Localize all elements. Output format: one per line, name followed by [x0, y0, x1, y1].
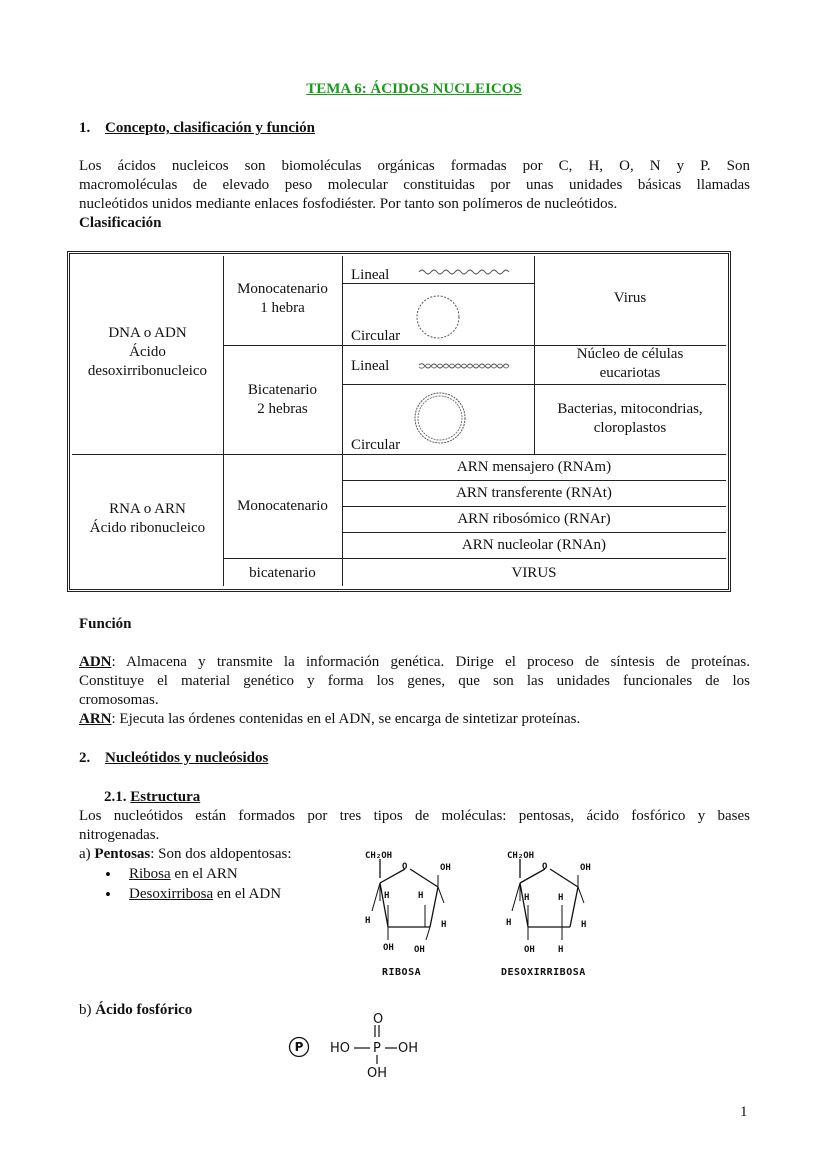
arn-function-line: [79, 710, 750, 729]
paragraph-line: macromoléculas de elevado peso molecular constituidas por unas unidades básicas llamadas: [79, 177, 750, 193]
acido-fosforico-label: Ácido fosfórico: [95, 1002, 193, 1018]
single-bond-icon: [384, 1045, 398, 1051]
subsection-number: 2.1.: [104, 789, 131, 805]
funcion-heading: Función: [79, 616, 132, 632]
circular-label: Circular: [351, 328, 401, 344]
double-circular-strand-icon: [409, 387, 471, 449]
section-number: 1.: [79, 120, 91, 136]
acido-fosforico-line: [79, 1001, 192, 1020]
list-item-text: en el ADN: [213, 886, 282, 902]
virus-caps-cell: VIRUS: [511, 565, 557, 581]
section-number: 2.: [79, 750, 91, 766]
cell-text: 1 hebra: [260, 300, 305, 316]
h-label: H: [384, 891, 390, 901]
cell-text: Núcleo de células: [576, 346, 684, 362]
paragraph-line: Los nucleótidos están formados por tres tipos de moléculas: pentosas, ácido fosfórico y bases: [79, 808, 750, 824]
item-prefix: b): [79, 1002, 96, 1018]
row-divider: [342, 480, 726, 481]
phosphoric-acid-structure: [288, 1010, 428, 1080]
double-bond-icon: [370, 1025, 384, 1039]
section-title: Nucleótidos y nucleósidos: [105, 750, 269, 766]
double-bond-oxygen: O: [373, 1012, 384, 1027]
rna-monocatenario-cell: Monocatenario: [237, 498, 328, 514]
item-prefix: a): [79, 846, 95, 862]
page-number: 1: [740, 1104, 748, 1120]
cell-text: Bacterias, mitocondrias,: [557, 401, 703, 417]
h-label: H: [558, 945, 564, 955]
pentosas-text: : Son dos aldopentosas:: [150, 846, 292, 862]
ring-oxygen-label: O: [402, 862, 408, 872]
circular-label: Circular: [351, 437, 401, 453]
arn-mensajero-cell: ARN mensajero (RNAm): [456, 459, 612, 475]
h-label: H: [441, 920, 447, 930]
pentosas-label: Pentosas: [94, 846, 151, 862]
arn-nucleolar-cell: ARN nucleolar (RNAn): [461, 537, 607, 553]
ribosa-structure: [360, 845, 470, 980]
phosphorus-atom: P: [373, 1041, 381, 1056]
row-divider: [223, 558, 726, 559]
arn-ribosomico-cell: ARN ribosómico (RNAr): [457, 511, 611, 527]
h-label: H: [365, 916, 371, 926]
nucleo-cell: [534, 345, 726, 383]
h-label: H: [524, 893, 530, 903]
ribosa-term: Ribosa: [129, 866, 171, 882]
arn-text: : Ejecuta las órdenes contenidas en el ADN, se encarga de sintetizar proteínas.: [111, 711, 581, 727]
ch2oh-label: CH₂OH: [507, 851, 535, 861]
clasificacion-heading: Clasificación: [79, 215, 162, 231]
ch2oh-label: CH₂OH: [365, 851, 393, 861]
cell-text: Monocatenario: [237, 281, 328, 297]
oh-label: OH: [440, 863, 451, 873]
classification-table-grid: [67, 251, 731, 592]
cell-text: DNA o ADN: [108, 325, 187, 341]
section-1-heading: [79, 119, 315, 138]
pentosas-line: [79, 845, 292, 864]
row-divider: [342, 506, 726, 507]
oh-label: OH: [383, 943, 394, 953]
cell-text: eucariotas: [599, 365, 661, 381]
bacterias-cell: [534, 400, 726, 438]
circular-strand-icon: [410, 289, 466, 345]
row-divider: [342, 532, 726, 533]
h-label: H: [418, 891, 424, 901]
subsection-heading: [104, 788, 200, 807]
cell-text: RNA o ARN: [109, 501, 186, 517]
list-item: [105, 885, 281, 905]
desoxirribosa-structure: [500, 845, 620, 980]
ho-group: HO: [330, 1041, 351, 1056]
lineal-label: Lineal: [351, 267, 390, 283]
paragraph-line: nitrogenadas.: [79, 827, 160, 843]
section-2-heading: [79, 749, 268, 768]
subsection-title: Estructura: [130, 789, 201, 805]
desoxirribosa-caption: DESOXIRRIBOSA: [501, 967, 586, 978]
oh-label: OH: [414, 945, 425, 955]
ring-oxygen-label: O: [542, 862, 548, 872]
cell-text: Ácido ribonucleico: [89, 520, 206, 536]
phosphate-symbol: P: [294, 1040, 304, 1054]
list-item-text: en el ARN: [170, 866, 238, 882]
section-title: Concepto, clasificación y función: [105, 120, 315, 136]
h-label: H: [581, 920, 587, 930]
cell-text: Ácido: [129, 344, 166, 360]
dna-monocatenario-cell: [223, 280, 342, 318]
adn-text: : Almacena y transmite la información genética. Dirige el proceso de síntesis de proteínas.: [111, 654, 750, 670]
oh-group-bottom: OH: [367, 1066, 388, 1081]
desoxirribosa-term: Desoxirribosa: [129, 886, 214, 902]
paragraph-line: nucleótidos unidos mediante enlaces fosfodiéster. Por tanto son polímeros de nucleótidos.: [79, 196, 618, 212]
oh-group-right: OH: [398, 1041, 419, 1056]
dna-cell: [72, 324, 223, 381]
list-item: [105, 865, 281, 885]
adn-function-line: [79, 653, 750, 672]
virus-cell: Virus: [613, 290, 647, 306]
dna-bicatenario-cell: [223, 381, 342, 419]
linear-strand-icon: [417, 265, 517, 279]
page-title: TEMA 6: ÁCIDOS NUCLEICOS: [306, 81, 522, 97]
oh-label: OH: [580, 863, 591, 873]
cell-text: 2 hebras: [257, 401, 308, 417]
paragraph-line: Constituye el material genético y forma los genes, que son las unidades funcionales de los: [79, 673, 750, 689]
h-label: H: [506, 918, 512, 928]
cell-text: desoxirribonucleico: [87, 363, 208, 379]
cell-text: cloroplastos: [593, 420, 667, 436]
cell-text: Bicatenario: [247, 382, 318, 398]
oh-label: OH: [524, 945, 535, 955]
double-linear-strand-icon: [417, 359, 517, 373]
lineal-label: Lineal: [351, 358, 390, 374]
h-label: H: [558, 893, 564, 903]
single-bond-icon: [352, 1045, 372, 1051]
paragraph-line: cromosomas.: [79, 692, 159, 708]
pentosas-list: [105, 865, 281, 905]
ribosa-caption: RIBOSA: [382, 967, 422, 978]
arn-transferente-cell: ARN transferente (RNAt): [456, 485, 612, 501]
paragraph-line: Los ácidos nucleicos son biomoléculas orgánicas formadas por C, H, O, N y P. Son: [79, 158, 750, 174]
arn-label: ARN: [79, 711, 112, 727]
rna-cell: [72, 500, 223, 538]
rna-bicatenario-cell: bicatenario: [249, 565, 316, 581]
adn-label: ADN: [79, 654, 112, 670]
